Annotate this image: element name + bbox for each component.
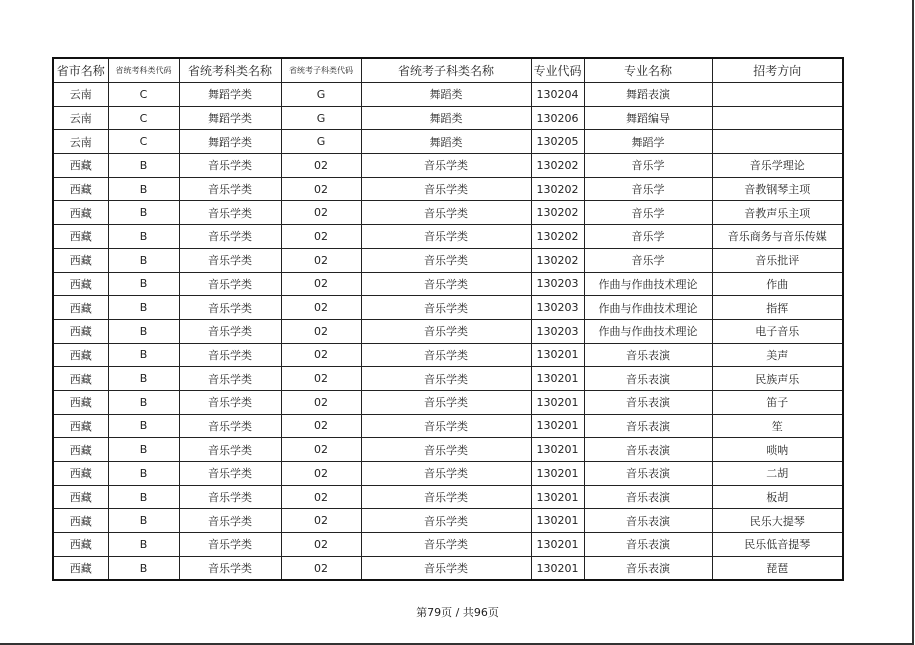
- cell-subcategory-code: 02: [281, 533, 361, 557]
- cell-category-code: B: [108, 201, 179, 225]
- cell-major-code: 130206: [531, 106, 584, 130]
- cell-major-code: 130204: [531, 83, 584, 107]
- cell-category-code: B: [108, 414, 179, 438]
- cell-subcategory-name: 音乐学类: [361, 509, 531, 533]
- cell-subcategory-code: 02: [281, 414, 361, 438]
- cell-major-name: 音乐学: [584, 248, 712, 272]
- page-number: 第79页 / 共96页: [416, 606, 499, 619]
- cell-direction: [712, 130, 843, 154]
- cell-subcategory-code: 02: [281, 319, 361, 343]
- cell-major-name: 作曲与作曲技术理论: [584, 319, 712, 343]
- cell-direction: 音乐商务与音乐传媒: [712, 225, 843, 249]
- cell-subcategory-name: 音乐学类: [361, 343, 531, 367]
- cell-subcategory-name: 音乐学类: [361, 225, 531, 249]
- cell-province: 西藏: [53, 201, 108, 225]
- cell-subcategory-code: 02: [281, 367, 361, 391]
- cell-category-name: 音乐学类: [179, 556, 281, 580]
- cell-major-code: 130203: [531, 319, 584, 343]
- cell-major-code: 130201: [531, 462, 584, 486]
- cell-category-code: B: [108, 462, 179, 486]
- cell-major-name: 音乐表演: [584, 509, 712, 533]
- table-row: [53, 485, 843, 509]
- cell-subcategory-code: 02: [281, 556, 361, 580]
- cell-major-name: 音乐表演: [584, 556, 712, 580]
- cell-category-code: B: [108, 154, 179, 178]
- admissions-table: [52, 57, 844, 581]
- table-row: [53, 462, 843, 486]
- cell-province: 云南: [53, 106, 108, 130]
- cell-category-code: B: [108, 485, 179, 509]
- cell-subcategory-name: 音乐学类: [361, 390, 531, 414]
- cell-direction: 作曲: [712, 272, 843, 296]
- cell-province: 西藏: [53, 225, 108, 249]
- cell-direction: 民乐大提琴: [712, 509, 843, 533]
- cell-subcategory-code: 02: [281, 272, 361, 296]
- cell-category-name: 音乐学类: [179, 154, 281, 178]
- cell-direction: 笙: [712, 414, 843, 438]
- cell-category-code: B: [108, 438, 179, 462]
- cell-subcategory-code: 02: [281, 248, 361, 272]
- cell-category-name: 舞蹈学类: [179, 83, 281, 107]
- cell-direction: 音乐学理论: [712, 154, 843, 178]
- cell-category-code: B: [108, 319, 179, 343]
- cell-subcategory-name: 音乐学类: [361, 201, 531, 225]
- cell-category-name: 音乐学类: [179, 272, 281, 296]
- cell-major-name: 音乐学: [584, 154, 712, 178]
- cell-category-name: 音乐学类: [179, 201, 281, 225]
- table-row: [53, 83, 843, 107]
- cell-subcategory-name: 音乐学类: [361, 248, 531, 272]
- cell-category-name: 音乐学类: [179, 438, 281, 462]
- cell-subcategory-code: 02: [281, 485, 361, 509]
- cell-major-name: 舞蹈学: [584, 130, 712, 154]
- cell-major-code: 130202: [531, 177, 584, 201]
- cell-category-name: 音乐学类: [179, 225, 281, 249]
- cell-category-code: C: [108, 130, 179, 154]
- cell-major-name: 舞蹈表演: [584, 83, 712, 107]
- table-row: [53, 319, 843, 343]
- cell-province: 西藏: [53, 272, 108, 296]
- cell-province: 西藏: [53, 319, 108, 343]
- cell-major-name: 音乐学: [584, 177, 712, 201]
- cell-category-code: B: [108, 533, 179, 557]
- cell-category-name: 音乐学类: [179, 414, 281, 438]
- cell-subcategory-name: 音乐学类: [361, 462, 531, 486]
- cell-major-name: 音乐表演: [584, 462, 712, 486]
- cell-major-code: 130201: [531, 533, 584, 557]
- cell-province: 西藏: [53, 438, 108, 462]
- cell-category-name: 音乐学类: [179, 533, 281, 557]
- cell-direction: 唢呐: [712, 438, 843, 462]
- cell-major-name: 音乐表演: [584, 367, 712, 391]
- cell-major-code: 130201: [531, 390, 584, 414]
- cell-major-name: 音乐学: [584, 225, 712, 249]
- header-subcategory-code: 省统考子科类代码: [281, 58, 361, 83]
- cell-category-name: 音乐学类: [179, 343, 281, 367]
- cell-category-code: B: [108, 296, 179, 320]
- cell-major-code: 130201: [531, 556, 584, 580]
- cell-category-name: 音乐学类: [179, 367, 281, 391]
- cell-category-code: B: [108, 177, 179, 201]
- cell-province: 西藏: [53, 390, 108, 414]
- cell-category-code: C: [108, 83, 179, 107]
- cell-major-code: 130203: [531, 296, 584, 320]
- cell-major-code: 130202: [531, 225, 584, 249]
- cell-province: 西藏: [53, 343, 108, 367]
- cell-subcategory-code: 02: [281, 509, 361, 533]
- table-row: [53, 177, 843, 201]
- cell-subcategory-code: 02: [281, 177, 361, 201]
- cell-major-code: 130202: [531, 248, 584, 272]
- header-direction: 招考方向: [712, 58, 843, 83]
- cell-major-name: 舞蹈编导: [584, 106, 712, 130]
- cell-subcategory-code: 02: [281, 154, 361, 178]
- cell-province: 西藏: [53, 414, 108, 438]
- cell-subcategory-code: G: [281, 83, 361, 107]
- cell-major-name: 作曲与作曲技术理论: [584, 272, 712, 296]
- cell-direction: 琵琶: [712, 556, 843, 580]
- cell-subcategory-code: 02: [281, 438, 361, 462]
- header-major-name: 专业名称: [584, 58, 712, 83]
- table-row: [53, 533, 843, 557]
- cell-major-code: 130202: [531, 154, 584, 178]
- cell-province: 西藏: [53, 177, 108, 201]
- cell-subcategory-code: 02: [281, 462, 361, 486]
- table-row: [53, 272, 843, 296]
- cell-subcategory-code: 02: [281, 343, 361, 367]
- cell-direction: 二胡: [712, 462, 843, 486]
- cell-category-name: 舞蹈学类: [179, 106, 281, 130]
- cell-subcategory-code: 02: [281, 296, 361, 320]
- cell-category-code: B: [108, 225, 179, 249]
- cell-subcategory-name: 音乐学类: [361, 272, 531, 296]
- cell-direction: 板胡: [712, 485, 843, 509]
- table-row: [53, 154, 843, 178]
- cell-major-name: 音乐表演: [584, 438, 712, 462]
- table-row: [53, 509, 843, 533]
- table-header-row: [53, 58, 843, 83]
- cell-major-code: 130201: [531, 485, 584, 509]
- cell-province: 西藏: [53, 296, 108, 320]
- cell-subcategory-name: 舞蹈类: [361, 106, 531, 130]
- cell-subcategory-name: 音乐学类: [361, 177, 531, 201]
- cell-category-code: B: [108, 248, 179, 272]
- cell-province: 西藏: [53, 509, 108, 533]
- cell-province: 西藏: [53, 462, 108, 486]
- cell-subcategory-name: 音乐学类: [361, 556, 531, 580]
- cell-direction: 美声: [712, 343, 843, 367]
- cell-direction: 音教声乐主项: [712, 201, 843, 225]
- table-row: [53, 390, 843, 414]
- table-row: [53, 414, 843, 438]
- cell-province: 西藏: [53, 367, 108, 391]
- cell-province: 西藏: [53, 248, 108, 272]
- cell-major-name: 作曲与作曲技术理论: [584, 296, 712, 320]
- header-category-name: 省统考科类名称: [179, 58, 281, 83]
- cell-direction: 民乐低音提琴: [712, 533, 843, 557]
- cell-direction: 笛子: [712, 390, 843, 414]
- table-row: [53, 438, 843, 462]
- cell-category-code: C: [108, 106, 179, 130]
- cell-category-code: B: [108, 343, 179, 367]
- cell-major-code: 130202: [531, 201, 584, 225]
- cell-major-name: 音乐表演: [584, 343, 712, 367]
- cell-category-name: 音乐学类: [179, 485, 281, 509]
- cell-subcategory-code: G: [281, 130, 361, 154]
- cell-major-code: 130203: [531, 272, 584, 296]
- cell-province: 西藏: [53, 556, 108, 580]
- cell-direction: 指挥: [712, 296, 843, 320]
- header-major-code: 专业代码: [531, 58, 584, 83]
- cell-major-code: 130201: [531, 367, 584, 391]
- cell-province: 云南: [53, 130, 108, 154]
- cell-province: 西藏: [53, 533, 108, 557]
- table-row: [53, 367, 843, 391]
- cell-category-code: B: [108, 390, 179, 414]
- cell-subcategory-code: 02: [281, 225, 361, 249]
- cell-direction: 电子音乐: [712, 319, 843, 343]
- cell-subcategory-name: 音乐学类: [361, 438, 531, 462]
- cell-major-code: 130201: [531, 414, 584, 438]
- cell-category-code: B: [108, 556, 179, 580]
- table-row: [53, 248, 843, 272]
- cell-province: 西藏: [53, 154, 108, 178]
- cell-category-name: 音乐学类: [179, 248, 281, 272]
- header-province: 省市名称: [53, 58, 108, 83]
- cell-direction: 音乐批评: [712, 248, 843, 272]
- header-subcategory-name: 省统考子科类名称: [361, 58, 531, 83]
- cell-category-name: 音乐学类: [179, 296, 281, 320]
- cell-subcategory-name: 音乐学类: [361, 319, 531, 343]
- table-row: [53, 201, 843, 225]
- cell-category-name: 音乐学类: [179, 390, 281, 414]
- cell-major-code: 130201: [531, 438, 584, 462]
- cell-major-name: 音乐表演: [584, 414, 712, 438]
- cell-subcategory-name: 音乐学类: [361, 367, 531, 391]
- table-row: [53, 225, 843, 249]
- cell-subcategory-name: 音乐学类: [361, 414, 531, 438]
- header-category-code: 省统考科类代码: [108, 58, 179, 83]
- cell-major-name: 音乐表演: [584, 485, 712, 509]
- table-row: [53, 343, 843, 367]
- cell-major-name: 音乐学: [584, 201, 712, 225]
- cell-subcategory-name: 音乐学类: [361, 296, 531, 320]
- cell-subcategory-code: 02: [281, 201, 361, 225]
- cell-category-code: B: [108, 509, 179, 533]
- cell-direction: 音教钢琴主项: [712, 177, 843, 201]
- table-row: [53, 130, 843, 154]
- cell-subcategory-name: 音乐学类: [361, 154, 531, 178]
- table-row: [53, 556, 843, 580]
- cell-direction: [712, 83, 843, 107]
- cell-subcategory-code: 02: [281, 390, 361, 414]
- cell-direction: 民族声乐: [712, 367, 843, 391]
- cell-category-name: 音乐学类: [179, 177, 281, 201]
- cell-subcategory-name: 舞蹈类: [361, 83, 531, 107]
- cell-subcategory-name: 音乐学类: [361, 485, 531, 509]
- cell-subcategory-code: G: [281, 106, 361, 130]
- cell-major-code: 130205: [531, 130, 584, 154]
- cell-major-code: 130201: [531, 343, 584, 367]
- cell-subcategory-name: 舞蹈类: [361, 130, 531, 154]
- cell-major-name: 音乐表演: [584, 533, 712, 557]
- cell-province: 云南: [53, 83, 108, 107]
- cell-category-code: B: [108, 272, 179, 296]
- cell-category-code: B: [108, 367, 179, 391]
- cell-category-name: 音乐学类: [179, 462, 281, 486]
- cell-category-name: 音乐学类: [179, 509, 281, 533]
- cell-direction: [712, 106, 843, 130]
- cell-category-name: 音乐学类: [179, 319, 281, 343]
- cell-major-name: 音乐表演: [584, 390, 712, 414]
- cell-subcategory-name: 音乐学类: [361, 533, 531, 557]
- cell-province: 西藏: [53, 485, 108, 509]
- cell-major-code: 130201: [531, 509, 584, 533]
- cell-category-name: 舞蹈学类: [179, 130, 281, 154]
- table-row: [53, 296, 843, 320]
- table-row: [53, 106, 843, 130]
